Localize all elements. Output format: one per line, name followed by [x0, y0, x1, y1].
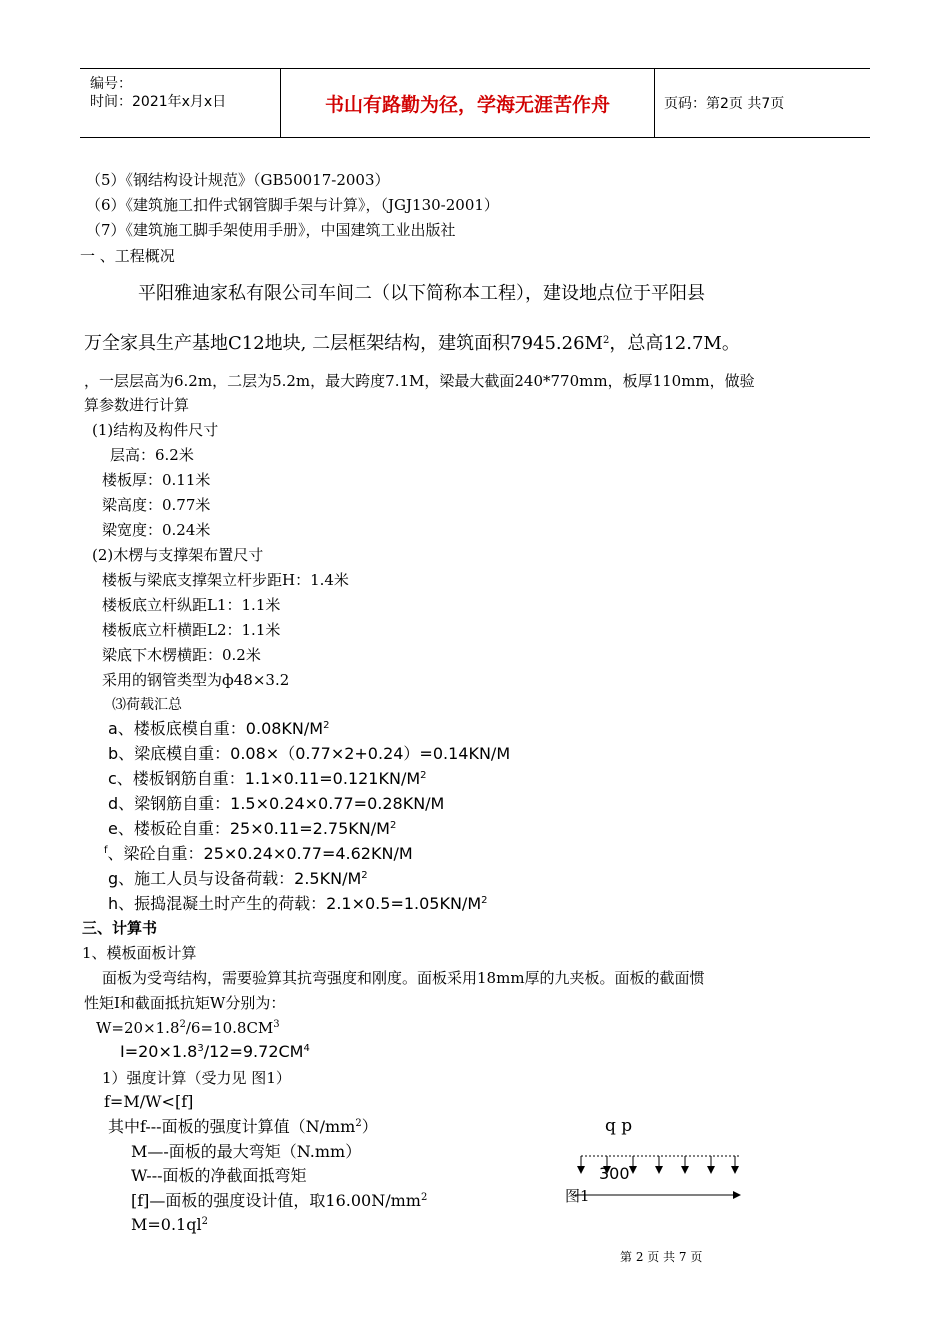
- load-a: a、楼板底模自重：$0.08KN/M^2$: [108, 719, 330, 738]
- figure-caption: 图1: [565, 1187, 590, 1205]
- layout-item: 梁底下木楞横距：0.2米: [102, 646, 261, 664]
- def-m: M—-面板的最大弯矩（N.mm）: [131, 1142, 362, 1161]
- header-page-info: 页码：第2页 共7页: [664, 96, 785, 112]
- page-footer: 第 2 页 共 7 页: [620, 1250, 703, 1264]
- size-item: 楼板厚：0.11米: [102, 471, 211, 489]
- layout-item: 采用的钢管类型为ф48×3.2: [102, 671, 290, 689]
- section1-para3: ，一层层高为6.2m，二层为5.2m，最大跨度7.1M，梁最大截面240*770mm，板厚110mm，做验: [84, 372, 755, 390]
- load-c: c、楼板钢筋自重：$1.1\times 0.11=0.121KN/M^2$: [108, 769, 427, 788]
- def-w: W---面板的净截面抵弯矩: [131, 1166, 307, 1185]
- load-e: e、楼板砼自重：$25\times 0.11=2.75KN/M^2$: [108, 819, 397, 838]
- load-f: $^f$、梁砼自重：25×0.24×0.77=4.62KN/M: [104, 844, 413, 863]
- size-item: 梁宽度：0.24米: [102, 521, 211, 539]
- def-f: [f]—面板的强度设计值，取$16.00N/mm^2$: [131, 1191, 428, 1210]
- time-label: 时间：2021年x月x日: [90, 94, 227, 110]
- span-label: 300: [599, 1164, 630, 1183]
- load-diagram: [565, 1110, 755, 1220]
- load-d: d、梁钢筋自重：1.5×0.24×0.77=0.28KN/M: [108, 794, 445, 813]
- section1-para2: 万全家具生产基地C12地块, 二层框架结构，建筑面积$7945.26M^2$，总高12.7M。: [84, 333, 740, 354]
- sizes-heading: (1)结构及构件尺寸: [92, 421, 219, 439]
- section3-heading: 三、计算书: [82, 919, 158, 937]
- section3-para2: 性矩I和截面抵抗矩W分别为：: [84, 994, 286, 1012]
- load-b: b、梁底模自重：0.08×（0.77×2+0.24）=0.14KN/M: [108, 744, 511, 763]
- size-item: 层高：6.2米: [110, 446, 194, 464]
- layout-item: 楼板底立杆横距L2：1.1米: [102, 621, 281, 639]
- where-f: 其中f---面板的强度计算值$(N/mm^2)$: [108, 1117, 378, 1136]
- number-label: 编号：: [90, 76, 132, 92]
- strength-formula: f=M/W<[f]: [104, 1092, 194, 1111]
- strength-heading: 1）强度计算（受力见 图1）: [102, 1069, 291, 1087]
- formula-w: $W=20\times 1.8^2/6=10.8CM^3$: [96, 1019, 280, 1037]
- section1-para1: 平阳雅迪家私有限公司车间二（以下简称本工程），建设地点位于平阳县: [138, 283, 705, 304]
- load-h: h、振捣混凝土时产生的荷载：$2.1\times 0.5=1.05KN/M^2$: [108, 894, 488, 913]
- loads-heading: ⑶荷载汇总: [112, 697, 182, 713]
- section1-heading: 一 、工程概况: [80, 247, 175, 265]
- section3-sub1: 1、模板面板计算: [82, 944, 197, 962]
- load-g: g、施工人员与设备荷载：$2.5KN/M^2$: [108, 869, 368, 888]
- size-item: 梁高度：0.77米: [102, 496, 211, 514]
- load-labels: q p: [605, 1116, 633, 1136]
- section1-para4: 算参数进行计算: [84, 396, 190, 414]
- layout-heading: (2)木楞与支撑架布置尺寸: [92, 546, 264, 564]
- ref-7: （7）《建筑施工脚手架使用手册》，中国建筑工业出版社: [86, 221, 456, 239]
- ref-6: （6）《建筑施工扣件式钢管脚手架与计算》，（JGJ130-2001）: [86, 196, 499, 214]
- ref-5: （5）《钢结构设计规范》（GB50017-2003）: [86, 171, 390, 189]
- header-meta: [80, 69, 281, 137]
- page-header: [80, 68, 870, 138]
- layout-item: 楼板与梁底支撑架立杆步距H：1.4米: [102, 571, 349, 589]
- section3-para1: 面板为受弯结构，需要验算其抗弯强度和刚度。面板采用18mm厚的九夹板。面板的截面惯: [102, 969, 705, 987]
- formula-m: $M=0.1ql^2$: [131, 1215, 208, 1234]
- header-motto: 书山有路勤为径，学海无涯苦作舟: [281, 69, 655, 137]
- formula-i: $I=20\times 1.8^3/12=9.72CM^4$: [120, 1042, 310, 1061]
- load-arrows: [565, 1110, 755, 1220]
- layout-item: 楼板底立杆纵距L1：1.1米: [102, 596, 281, 614]
